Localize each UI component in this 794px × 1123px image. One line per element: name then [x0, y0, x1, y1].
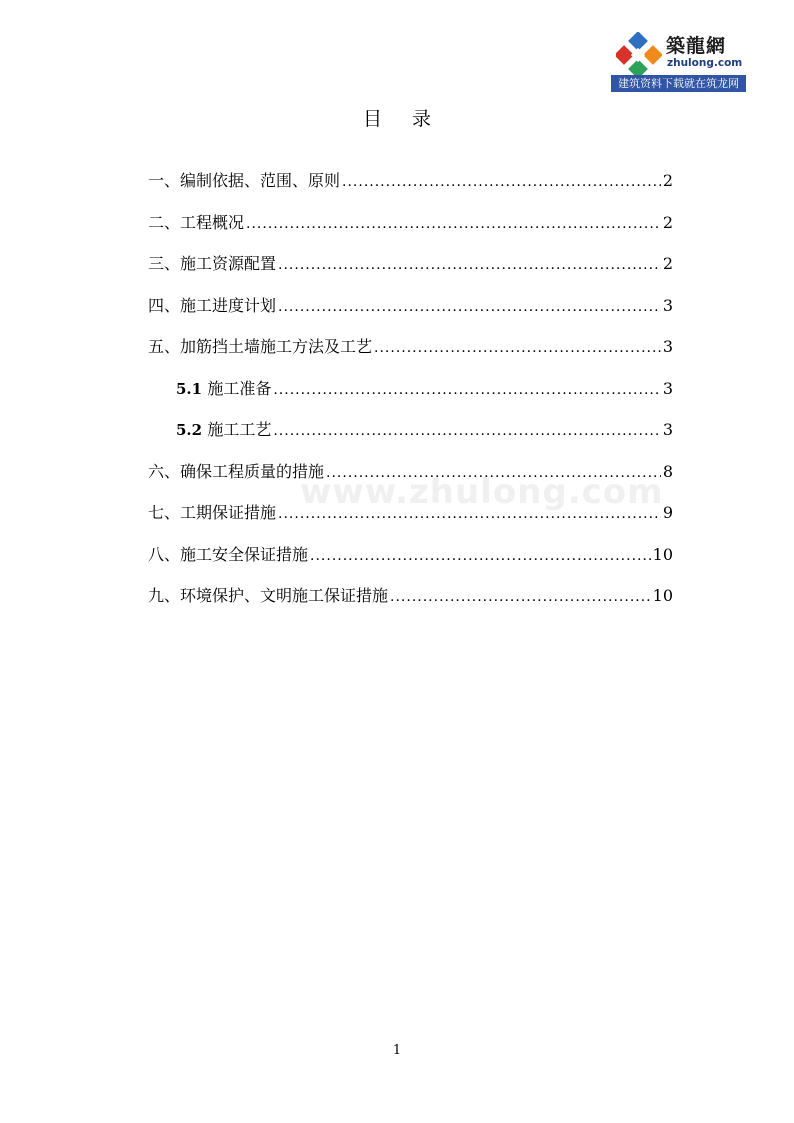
- toc-entry-page: 2: [662, 212, 673, 232]
- toc-entry[interactable]: [148, 169, 673, 193]
- toc-entry-text: 三、施工资源配置: [148, 254, 277, 273]
- toc-entry[interactable]: [148, 501, 673, 525]
- toc-entry-text: 五、加筋挡土墙施工方法及工艺: [148, 337, 373, 356]
- toc-entry-page: 2: [662, 254, 673, 273]
- toc-entry-text: 施工准备: [207, 378, 272, 398]
- toc-entry-label: [148, 294, 276, 318]
- toc-entry-text: 九、环境保护、文明施工保证措施: [148, 586, 389, 605]
- toc-entry-text: 七、工期保证措施: [148, 503, 277, 522]
- page-number: 1: [392, 1043, 402, 1058]
- toc-entry-page: 3: [662, 337, 673, 356]
- toc-entry-label: [148, 211, 244, 235]
- toc-dot-leader: [310, 544, 651, 568]
- toc-entry[interactable]: [148, 252, 673, 276]
- toc-entry[interactable]: [148, 460, 673, 484]
- logo-slogan: 建筑资料下载就在筑龙网: [611, 75, 746, 92]
- toc-entry-page: 10: [652, 544, 673, 564]
- zhulong-pinwheel-icon: [616, 32, 662, 78]
- toc-entry-label: [148, 252, 276, 276]
- toc-entry-number: 5.1: [176, 379, 208, 398]
- toc-dot-leader: [273, 419, 660, 443]
- logo-title: 築龍網: [666, 35, 727, 57]
- toc-entry-label: [176, 418, 271, 442]
- toc-dot-leader: [273, 378, 660, 402]
- toc-entry-label: [148, 335, 372, 359]
- toc-entry-label: [148, 584, 388, 608]
- toc-dot-leader: [278, 253, 661, 277]
- logo-url: zhulong.com: [667, 57, 743, 69]
- toc-entry-page: 9: [662, 503, 673, 522]
- toc-title: 目录: [362, 108, 461, 130]
- toc-entry[interactable]: [148, 294, 673, 318]
- toc-entry-page: 2: [662, 171, 673, 190]
- toc-entry[interactable]: [176, 418, 673, 442]
- toc-dot-leader: [342, 170, 661, 194]
- toc-dot-leader: [246, 212, 661, 236]
- toc-entry-text: 施工工艺: [207, 420, 272, 439]
- toc-entry-number: 5.2: [176, 421, 208, 439]
- toc-dot-leader: [278, 295, 661, 319]
- toc-entry-text: 二、工程概况: [148, 212, 245, 232]
- toc-entry-label: [176, 377, 271, 401]
- toc-entry-label: [148, 501, 276, 525]
- toc-entry-label: [148, 460, 324, 484]
- watermark: www.zhulong.com: [300, 472, 664, 512]
- toc-entry[interactable]: [148, 543, 673, 567]
- toc-entry-page: 3: [662, 295, 673, 315]
- toc-entry-text: 四、施工进度计划: [148, 295, 277, 315]
- toc-entry[interactable]: [176, 377, 673, 401]
- toc-entry-page: 8: [662, 461, 673, 481]
- toc-entry-page: 3: [662, 378, 673, 398]
- toc-entry[interactable]: [148, 211, 673, 235]
- toc-dot-leader: [326, 461, 661, 485]
- toc-entry[interactable]: [148, 335, 673, 359]
- toc-entry-text: 八、施工安全保证措施: [148, 544, 309, 564]
- toc-entry-text: 六、确保工程质量的措施: [148, 461, 325, 481]
- toc-entry-label: [148, 543, 308, 567]
- toc-dot-leader: [278, 502, 661, 526]
- toc-dot-leader: [390, 585, 651, 609]
- toc-entry-label: [148, 169, 340, 193]
- toc-entry-text: 一、编制依据、范围、原则: [148, 171, 341, 190]
- zhulong-logo: [611, 27, 746, 92]
- toc-entry[interactable]: [148, 584, 673, 608]
- toc-entry-page: 3: [662, 420, 673, 439]
- toc-entry-page: 10: [652, 586, 673, 605]
- toc-dot-leader: [374, 336, 661, 360]
